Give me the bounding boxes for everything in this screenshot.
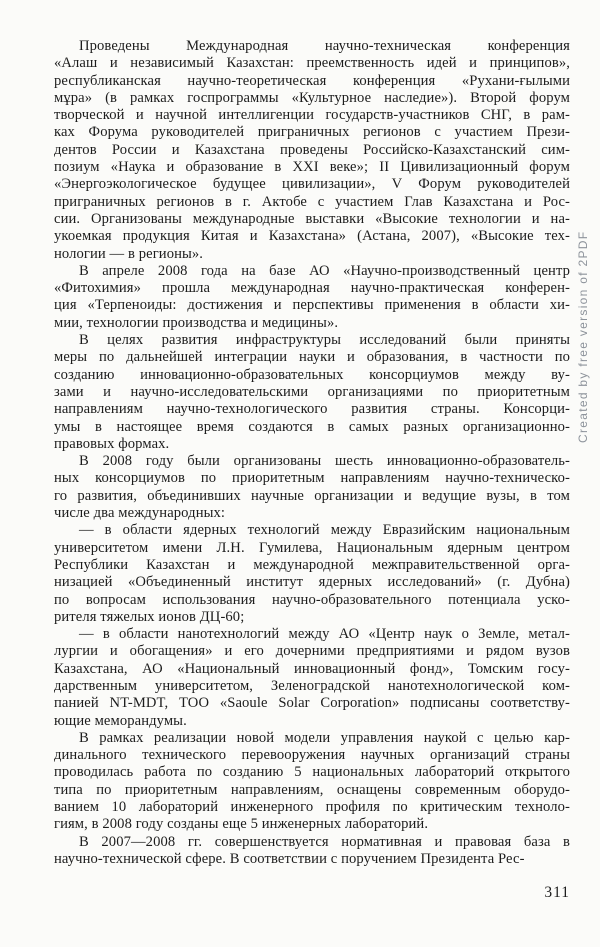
text-line: нологии — в регионы». — [54, 245, 204, 262]
text-line: В целях развития инфраструктуры исследований были приняты — [79, 332, 570, 349]
text-line: приграничных регионов в г. Актобе с участием Глав Казахстана и Рос- — [54, 193, 570, 210]
text-line: по вопросам использования научно-образовательного потенциала уско- — [54, 591, 570, 608]
text-line: лургии и обогащения» и его дочерними предприятиями и рядом вузов — [54, 643, 570, 660]
text-line: — в области ядерных технологий между Евразийским национальным — [79, 522, 570, 539]
text-line: научно-технической сфере. В соответствии с поручением Президента Рес- — [54, 850, 525, 867]
text-line: ных консорциумов по приоритетным направлениям научно-техническо- — [54, 470, 570, 487]
text-line: В 2008 году были организованы шесть инновационно-образователь- — [79, 453, 570, 470]
text-line: сии. Организованы международные выставки «Высокие технологии и на- — [54, 210, 570, 227]
text-line: творческой и научной интеллигенции государств-участников СНГ, в рам- — [54, 107, 570, 124]
paragraph — [54, 730, 570, 834]
text-line: меры по дальнейшей интеграции науки и образования, в частности по — [54, 349, 570, 366]
text-line: ках Форума руководителей приграничных регионов с участием Прези- — [54, 124, 570, 141]
text-line: низацией «Объединенный институт ядерных исследований» (г. Дубна) — [54, 574, 570, 591]
text-line: Республики Казахстан и международной межправительственной орга- — [54, 556, 570, 573]
text-line: ция «Терпеноиды: достижения и перспективы применения в области хи- — [54, 297, 570, 314]
text-line: гиям, в 2008 году созданы еще 5 инженерных лабораторий. — [54, 816, 429, 833]
text-line: В 2007—2008 гг. совершенствуется нормативная и правовая база в — [79, 833, 570, 850]
text-line: «Энергоэкологическое будущее цивилизации», V Форум руководителей — [54, 176, 570, 193]
text-line: умы в настоящее время создаются в самых разных организационно- — [54, 418, 570, 435]
text-line: числе два международных: — [54, 505, 226, 522]
text-line: Казахстана, АО «Национальный инновационный фонд», Томским госу- — [54, 660, 570, 677]
text-line: зами и научно-исследовательскими организациями по приоритетным — [54, 383, 570, 400]
text-line: динального технического перевооружения научных организаций страны — [54, 747, 570, 764]
text-line: «Фитохимия» прошла международная научно-практическая конферен- — [54, 280, 570, 297]
text-line: ванием 10 лабораторий инженерного профиля по критическим техноло- — [54, 799, 570, 816]
page-text — [54, 38, 570, 868]
text-line: мұра» (в рамках госпрограммы «Культурное наследие»). Второй форум — [54, 89, 570, 106]
watermark-vertical-text: Created by free version of 2PDF — [576, 230, 590, 443]
paragraph — [54, 522, 570, 626]
text-line: направлениям научно-технологического развития страны. Консорци- — [54, 401, 570, 418]
paragraph — [54, 38, 570, 263]
text-line: позиум «Наука и образование в XXI веке»; II Цивилизационный форум — [54, 159, 570, 176]
paragraph — [54, 332, 570, 453]
text-line: В апреле 2008 года на базе АО «Научно-производственный центр — [79, 262, 570, 279]
text-line: созданию инновационно-образовательных консорциумов между ву- — [54, 366, 570, 383]
text-line: мии, технологии производства и медицины». — [54, 314, 339, 331]
text-line: го развития, объединивших научные организации и ведущие вузы, в том — [54, 487, 570, 504]
text-line: Проведены Международная научно-техническая конференция — [79, 38, 570, 54]
paragraph — [54, 626, 570, 730]
text-line: — в области нанотехнологий между АО «Центр наук о Земле, метал- — [79, 626, 570, 643]
paragraph — [54, 453, 570, 522]
text-line: панией NT-MDT, ТОО «Saoule Solar Corporation» подписаны соответству- — [54, 695, 570, 712]
paragraph — [54, 834, 570, 869]
text-line: ющие меморандумы. — [54, 712, 187, 729]
text-line: проводилась работа по созданию 5 национальных лабораторий открытого — [54, 764, 570, 781]
text-line: В рамках реализации новой модели управления наукой с целью кар- — [79, 729, 570, 746]
text-line: «Алаш и независимый Казахстан: преемственность идей и принципов», — [54, 55, 570, 72]
text-line: укоемкая продукция Китая и Казахстана» (Астана, 2007), «Высокие тех- — [54, 228, 570, 245]
text-line: республиканская научно-теоретическая конференция «Рухани-ғылыми — [54, 72, 570, 89]
text-line: рителя тяжелых ионов ДЦ-60; — [54, 608, 245, 625]
text-line: университетом имени Л.Н. Гумилева, Национальным ядерным центром — [54, 539, 570, 556]
text-line: дентов России и Казахстана проведены Российско-Казахстанский сим- — [54, 141, 570, 158]
paragraph — [54, 263, 570, 332]
page-number: 311 — [544, 884, 570, 901]
text-line: типа по приоритетным направлениям, оснащены современным оборудо- — [54, 781, 570, 798]
text-line: правовых формах. — [54, 435, 170, 452]
text-line: дарственным университетом, Зеленоградской нанотехнологической ком- — [54, 677, 570, 694]
